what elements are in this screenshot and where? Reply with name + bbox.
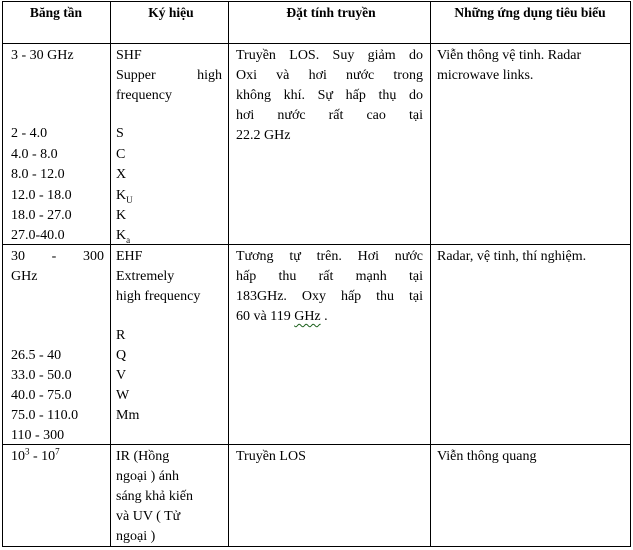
propagation-word: hơi (308, 68, 327, 83)
symbol-shf: SHF (116, 48, 142, 63)
band-range: 110 - 300 (11, 428, 65, 443)
propagation-word: nước (277, 108, 306, 123)
band-range: 27.0-40.0 (11, 228, 65, 243)
band-range: 40.0 - 75.0 (11, 388, 72, 403)
propagation-word: rất (328, 108, 344, 123)
symbol-word: high (197, 68, 222, 83)
propagation-word: do (409, 88, 423, 103)
band-exponent: 7 (55, 446, 60, 457)
band-base: - 10 (29, 449, 56, 464)
propagation-word: và (276, 68, 290, 83)
propagation-word: Oxi (236, 68, 257, 83)
application-text: Viễn thông vệ tinh. Radar (437, 48, 582, 63)
propagation-word: giảm (367, 48, 396, 63)
propagation-line: 22.2 GHz (236, 128, 291, 143)
propagation-word: hấp (345, 88, 366, 103)
symbol-description: high frequency (116, 289, 201, 304)
propagation-word: tại (408, 108, 423, 123)
symbol-description: frequency (116, 88, 172, 103)
propagation-word: Hơi (357, 249, 379, 264)
symbol-q: Q (116, 348, 127, 363)
band-range: 8.0 - 12.0 (11, 167, 65, 182)
symbol-description: ngoại ) ánh (116, 469, 179, 484)
propagation-word: cao (366, 108, 386, 123)
symbol-ehf: EHF (116, 249, 143, 264)
propagation-word: LOS. (289, 48, 320, 63)
band-word: 30 (11, 249, 25, 264)
application-text: microwave links. (437, 68, 534, 83)
band-range: 18.0 - 27.0 (11, 208, 72, 223)
header-symbol: Ký hiệu (148, 5, 194, 20)
propagation-word: . (320, 309, 328, 324)
symbol-subscript: a (126, 234, 131, 245)
symbol-c: C (116, 147, 126, 162)
band-range: 2 - 4.0 (11, 126, 48, 141)
band-range: 4.0 - 8.0 (11, 147, 58, 162)
symbol-x: X (116, 167, 127, 182)
band-exponent: 3 (25, 446, 30, 457)
propagation-word: 183GHz. (236, 289, 287, 304)
propagation-word: tại (408, 289, 423, 304)
header-applications-text: Những ứng dụng tiêu biểu (454, 5, 606, 20)
propagation-word: thụ (378, 88, 397, 103)
symbol-r: R (116, 328, 126, 343)
symbol-word: Supper (116, 68, 156, 83)
band-range: 26.5 - 40 (11, 348, 62, 363)
propagation-word: rất (318, 269, 334, 284)
propagation-word: hơi (236, 108, 255, 123)
symbol-letter: K (116, 228, 127, 243)
symbol-w: W (116, 388, 130, 403)
propagation-word: thu (376, 289, 395, 304)
band-word: 300 (82, 249, 104, 264)
symbol-s: S (116, 126, 124, 141)
spellcheck-underline: GHz (294, 309, 321, 324)
band-word: - (51, 249, 57, 264)
propagation-word: Truyền (236, 48, 276, 63)
symbol-mm: Mm (116, 408, 140, 423)
symbol-description: và UV ( Tử (116, 509, 181, 524)
propagation-word: hấp (236, 269, 257, 284)
propagation-word: trên. (316, 249, 342, 264)
symbol-letter: K (116, 188, 127, 203)
header-propagation: Đặt tính truyền (286, 5, 376, 20)
symbol-k: K (116, 208, 127, 223)
propagation-word: do (409, 48, 423, 63)
application-text: Viễn thông quang (437, 449, 537, 464)
propagation-word: không (236, 88, 271, 103)
propagation-line: Truyền LOS (236, 449, 306, 464)
band-range: 12.0 - 18.0 (11, 188, 72, 203)
propagation-word: thu (278, 269, 297, 284)
band-range: 33.0 - 50.0 (11, 368, 72, 383)
band-range: GHz (11, 269, 38, 284)
propagation-word: khí. (283, 88, 306, 103)
symbol-description: ngoại ) (116, 529, 156, 544)
propagation-word: Oxy (301, 289, 327, 304)
band-base: 10 (11, 449, 25, 464)
propagation-word: Suy (332, 48, 355, 63)
propagation-word: mạnh (355, 269, 387, 284)
header-band: Băng tần (29, 5, 83, 20)
symbol-subscript: U (126, 194, 133, 205)
symbol-v: V (116, 368, 127, 383)
propagation-word: nước (394, 249, 423, 264)
symbol-description: Extremely (116, 269, 175, 284)
propagation-word: tự (289, 249, 301, 264)
propagation-word: nước (346, 68, 375, 83)
propagation-word: hấp (340, 289, 362, 304)
band-range: 75.0 - 110.0 (11, 408, 79, 423)
propagation-word: Sự (317, 88, 334, 103)
propagation-word: 60 và 119 (236, 309, 295, 324)
band-range (11, 447, 60, 467)
band-range: 3 - 30 GHz (11, 48, 74, 63)
propagation-word: trong (393, 68, 423, 83)
application-text: Radar, vệ tinh, thí nghiệm. (437, 249, 587, 264)
propagation-word: Tương (236, 249, 274, 264)
propagation-word: tại (408, 269, 423, 284)
symbol-description: IR (Hồng (116, 449, 170, 464)
symbol-description: sáng khả kiến (116, 489, 193, 504)
